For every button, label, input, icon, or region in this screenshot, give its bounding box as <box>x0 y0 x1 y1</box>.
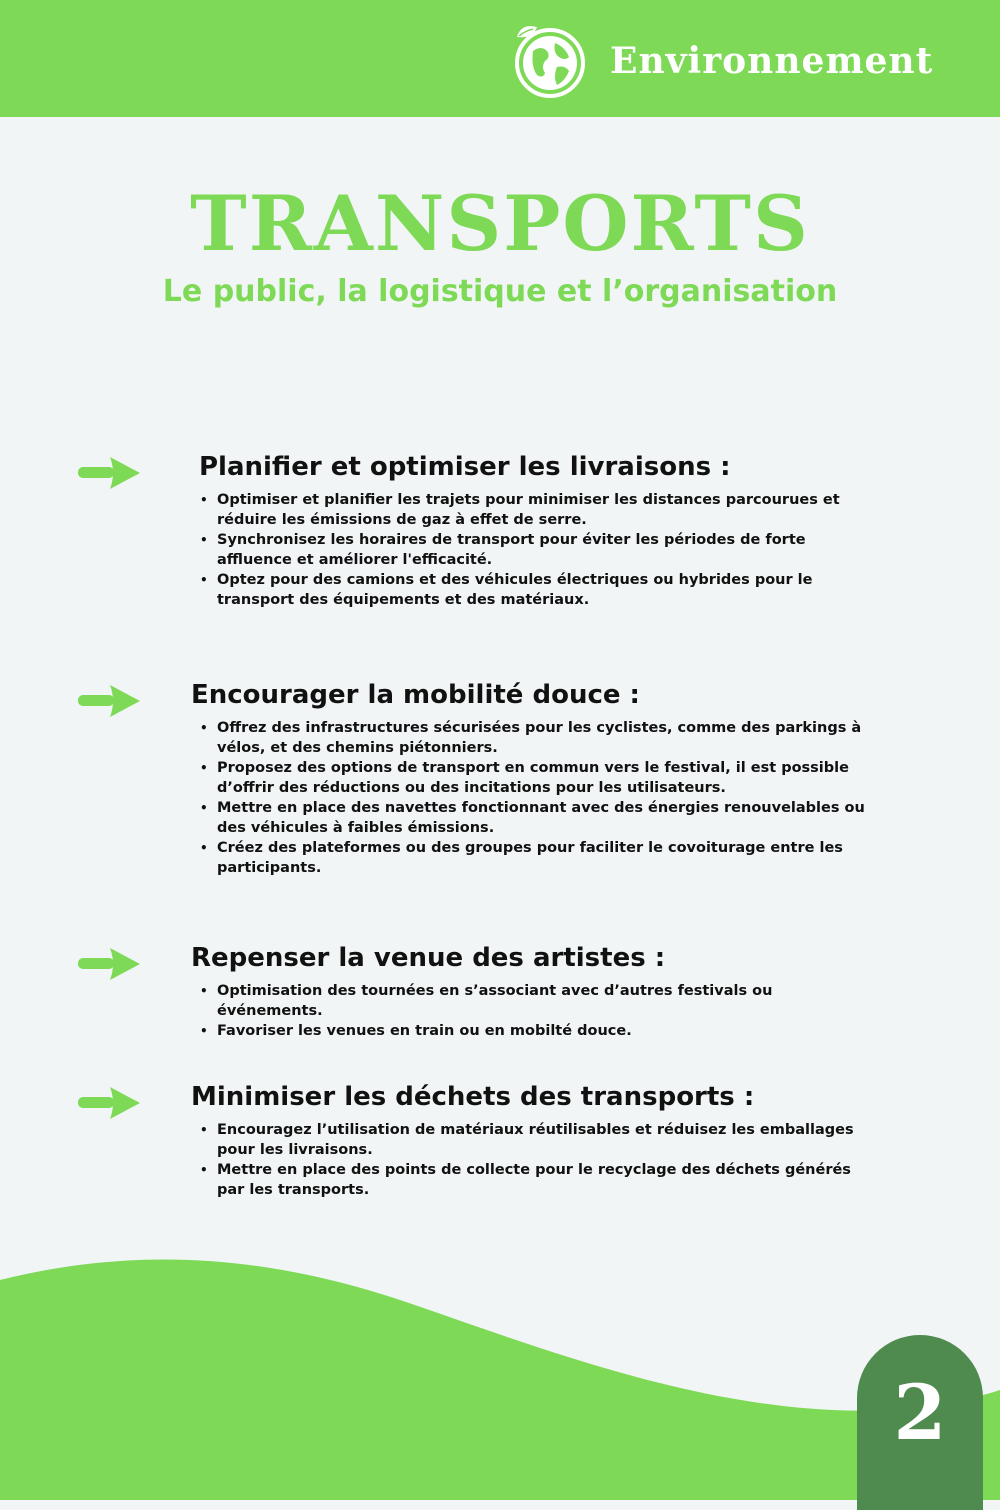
header-bar <box>0 0 1000 117</box>
list-item: • Optimiser et planifier les trajets pour minimiser les distances parcourues et réduire les émissions de gaz à effet de serre. <box>198 490 878 530</box>
list-item: • Créez des plateformes ou des groupes pour faciliter le covoiturage entre les participants. <box>198 838 878 878</box>
arrow-right-icon <box>78 685 140 717</box>
section-heading-artists: Repenser la venue des artistes : <box>191 943 666 973</box>
section-heading-soft-mobility: Encourager la mobilité douce : <box>191 680 640 710</box>
list-item: • Encouragez l’utilisation de matériaux réutilisables et réduisez les emballages pour les livraisons. <box>198 1120 878 1160</box>
list-item: • Favoriser les venues en train ou en mobilté douce. <box>198 1021 878 1041</box>
list-item: • Offrez des infrastructures sécurisées pour les cyclistes, comme des parkings à vélos, et des chemins piétonniers. <box>198 718 878 758</box>
globe-leaf-icon <box>507 21 589 101</box>
soft-mobility-list <box>198 718 878 878</box>
list-item: • Synchronisez les horaires de transport pour éviter les périodes de forte affluence et améliorer l'efficacité. <box>198 530 878 570</box>
section-heading-waste: Minimiser les déchets des transports : <box>191 1082 755 1112</box>
arrow-right-icon <box>78 457 140 489</box>
deliveries-list <box>198 490 878 610</box>
page-title: TRANSPORTS <box>190 179 810 268</box>
section-heading-deliveries: Planifier et optimiser les livraisons : <box>199 452 731 482</box>
page-subtitle: Le public, la logistique et l’organisation <box>162 274 838 309</box>
artists-list <box>198 981 878 1041</box>
bottom-wave-decoration <box>0 1240 1000 1500</box>
brand-name: Environnement <box>610 40 934 82</box>
arrow-right-icon <box>78 948 140 980</box>
page-number: 2 <box>893 1368 947 1457</box>
list-item: • Optimisation des tournées en s’associant avec d’autres festivals ou événements. <box>198 981 878 1021</box>
waste-list <box>198 1120 878 1200</box>
list-item: • Proposez des options de transport en commun vers le festival, il est possible d’offrir des réductions ou des incitations pour les utilisateurs. <box>198 758 878 798</box>
arrow-right-icon <box>78 1087 140 1119</box>
list-item: • Mettre en place des navettes fonctionnant avec des énergies renouvelables ou des véhicules à faibles émissions. <box>198 798 878 838</box>
list-item: • Mettre en place des points de collecte pour le recyclage des déchets générés par les transports. <box>198 1160 878 1200</box>
page-number-tab <box>857 1335 983 1510</box>
list-item: • Optez pour des camions et des véhicules électriques ou hybrides pour le transport des équipements et des matériaux. <box>198 570 878 610</box>
